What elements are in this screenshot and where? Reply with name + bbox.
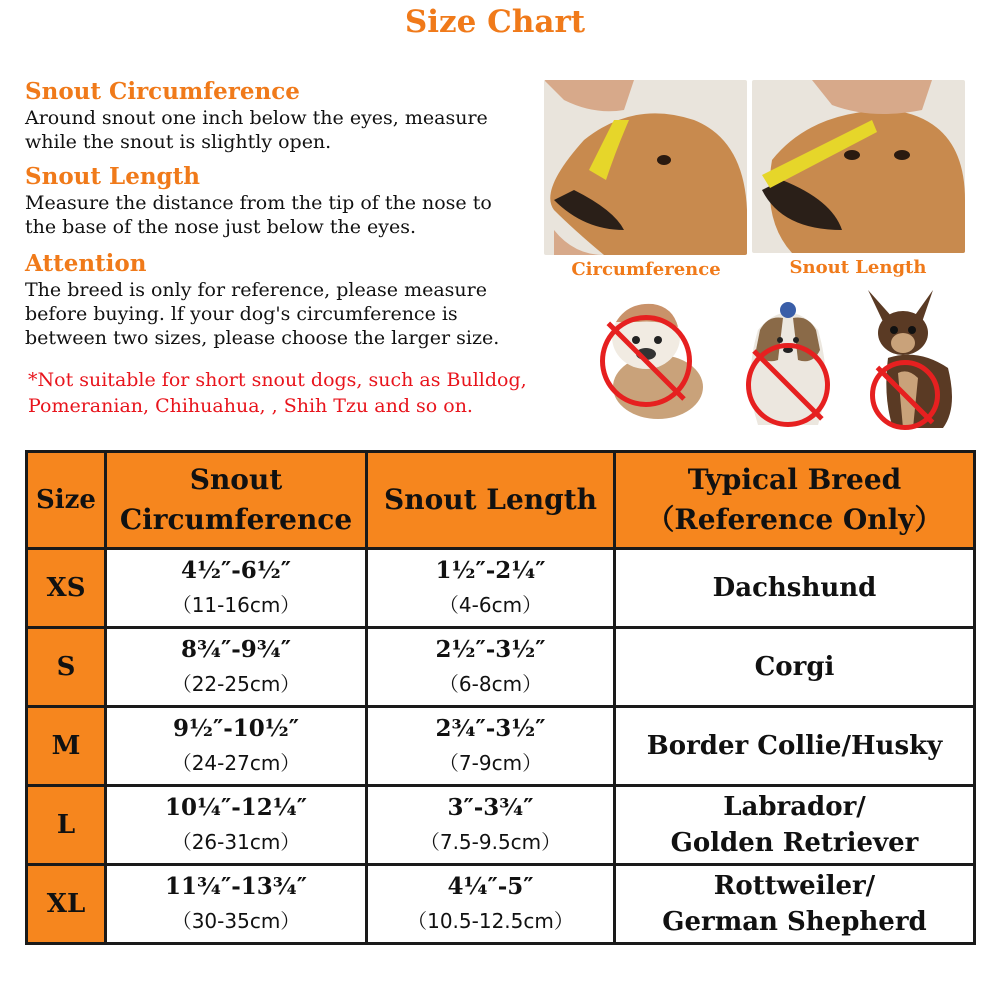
- cm-value: （24-27cm）: [171, 751, 301, 775]
- breed-cell: [615, 549, 975, 628]
- inch-value: 8¾″-9¾″: [180, 636, 292, 663]
- section-heading: Snout Circumference: [25, 78, 300, 105]
- header-size: Size: [27, 452, 106, 549]
- cm-value: （4-6cm）: [438, 593, 543, 617]
- breed-line: Border Collie/Husky: [646, 731, 943, 761]
- section-length: [25, 163, 535, 239]
- table-header-row: [27, 452, 975, 549]
- size-table: [25, 450, 976, 945]
- inch-value: 2½″-3½″: [435, 636, 546, 663]
- table-row: [27, 628, 975, 707]
- chihuahua-image: [858, 288, 968, 433]
- circumference-cell: [106, 786, 367, 865]
- breed-cell: [615, 628, 975, 707]
- size-cell: M: [27, 707, 106, 786]
- size-cell: L: [27, 786, 106, 865]
- length-cell: [367, 865, 615, 944]
- breed-line: Corgi: [754, 652, 835, 682]
- cm-value: （22-25cm）: [171, 672, 301, 696]
- breed-line: Rottweiler/: [713, 871, 876, 901]
- header-text: Snout: [189, 463, 283, 496]
- warning-note: *Not suitable for short snout dogs, such as Bulldog, Pomeranian, Chihuahua, , Shih Tzu and so on.: [28, 369, 527, 417]
- inch-value: 9½″-10½″: [172, 715, 300, 742]
- prohibited-icon: [746, 343, 830, 427]
- breed-line: Golden Retriever: [670, 828, 919, 858]
- header-circumference: [106, 452, 367, 549]
- circumference-cell: [106, 549, 367, 628]
- length-cell: [367, 628, 615, 707]
- table-row: [27, 865, 975, 944]
- section-text: Measure the distance from the tip of the nose to the base of the nose just below the eyes.: [25, 192, 492, 238]
- breed-line: Dachshund: [712, 573, 877, 603]
- shih-tzu-image: [738, 290, 838, 430]
- breed-cell: [615, 707, 975, 786]
- bulldog-image: [598, 292, 718, 427]
- length-cell: [367, 549, 615, 628]
- size-cell: XS: [27, 549, 106, 628]
- breed-cell: [615, 865, 975, 944]
- circumference-photo: [544, 80, 747, 255]
- cm-value: （11-16cm）: [171, 593, 301, 617]
- inch-value: 4¼″-5″: [447, 873, 534, 900]
- header-breed: [615, 452, 975, 549]
- section-heading: Attention: [25, 250, 147, 277]
- table-row: [27, 707, 975, 786]
- circumference-cell: [106, 628, 367, 707]
- cm-value: （7-9cm）: [438, 751, 543, 775]
- circumference-cell: [106, 707, 367, 786]
- header-text: Circumference: [119, 503, 353, 536]
- table-row: [27, 786, 975, 865]
- breed-line: German Shepherd: [662, 907, 927, 937]
- prohibited-icon: [600, 315, 692, 407]
- header-length: Snout Length: [367, 452, 615, 549]
- inch-value: 1½″-2¼″: [435, 557, 546, 584]
- length-cell: [367, 707, 615, 786]
- breed-line: Labrador/: [723, 792, 866, 822]
- prohibited-icon: [870, 360, 940, 430]
- section-attention: [25, 250, 535, 350]
- length-cell: [367, 786, 615, 865]
- snout-length-caption: Snout Length: [789, 257, 927, 278]
- inch-value: 4½″-6½″: [180, 557, 292, 584]
- breed-cell: [615, 786, 975, 865]
- circumference-caption: Circumference: [571, 259, 721, 280]
- page-title: Size Chart: [404, 4, 586, 40]
- circumference-cell: [106, 865, 367, 944]
- header-text: Typical Breed: [687, 463, 902, 496]
- section-text: The breed is only for reference, please measure before buying. lf your dog's circumference is between two sizes, please choose the larger size.: [25, 279, 500, 349]
- section-heading: Snout Length: [25, 163, 200, 190]
- cm-value: （6-8cm）: [438, 672, 543, 696]
- header-text: （Reference Only）: [646, 503, 943, 536]
- cm-value: （26-31cm）: [171, 830, 301, 854]
- inch-value: 11¾″-13¾″: [164, 873, 308, 900]
- size-cell: S: [27, 628, 106, 707]
- section-text: Around snout one inch below the eyes, measure while the snout is slightly open.: [25, 107, 488, 153]
- section-circumference: [25, 78, 535, 154]
- cm-value: （7.5-9.5cm）: [419, 830, 562, 854]
- inch-value: 3″-3¾″: [447, 794, 534, 821]
- inch-value: 10¼″-12¼″: [164, 794, 308, 821]
- size-cell: XL: [27, 865, 106, 944]
- cm-value: （10.5-12.5cm）: [407, 909, 574, 933]
- inch-value: 2¾″-3½″: [435, 715, 546, 742]
- table-row: [27, 549, 975, 628]
- snout-length-photo: [752, 80, 965, 253]
- cm-value: （30-35cm）: [171, 909, 301, 933]
